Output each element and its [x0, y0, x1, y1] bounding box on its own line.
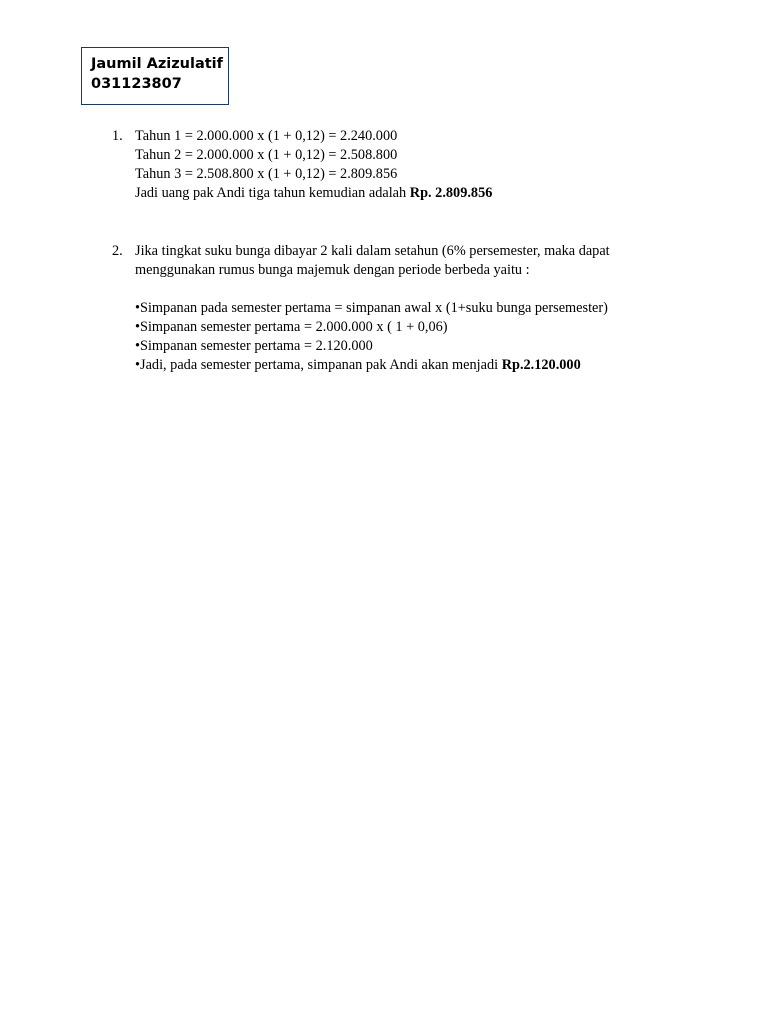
bullet-line-1: •Simpanan pada semester pertama = simpanan awal x (1+suku bunga persemester) — [135, 300, 608, 316]
bullet-line-final — [135, 356, 672, 375]
answer-2 — [112, 242, 672, 375]
answer-1 — [112, 127, 672, 203]
final-text: •Jadi, pada semester pertama, simpanan pak Andi akan menjadi — [135, 357, 502, 373]
student-name: Jaumil Azizulatif — [91, 56, 223, 72]
student-info-box — [81, 47, 229, 105]
answer-2-bullets — [135, 299, 672, 375]
final-value: Rp.2.120.000 — [501, 357, 581, 373]
answer-1-line-2: Tahun 2 = 2.000.000 x (1 + 0,12) = 2.508.800 — [135, 147, 398, 163]
answers — [112, 127, 672, 375]
answer-1-conclusion — [135, 184, 672, 203]
answer-1-line-3: Tahun 3 = 2.508.800 x (1 + 0,12) = 2.809.856 — [135, 166, 398, 182]
answer-1-conclusion-text: Jadi uang pak Andi tiga tahun kemudian adalah — [135, 185, 410, 201]
answer-1-conclusion-value: Rp. 2.809.856 — [409, 185, 493, 201]
bullet-line-3: •Simpanan semester pertama = 2.120.000 — [135, 338, 373, 354]
answer-2-number: 2. — [112, 243, 123, 259]
student-id: 031123807 — [91, 76, 182, 92]
answer-2-intro-line-2: menggunakan rumus bunga majemuk dengan periode berbeda yaitu : — [135, 262, 530, 278]
answer-1-number: 1. — [112, 128, 123, 144]
answer-2-intro-line-1: Jika tingkat suku bunga dibayar 2 kali dalam setahun (6% persemester, maka dapat — [135, 243, 610, 259]
answer-1-line-1: Tahun 1 = 2.000.000 x (1 + 0,12) = 2.240.000 — [135, 128, 398, 144]
bullet-line-2: •Simpanan semester pertama = 2.000.000 x ( 1 + 0,06) — [135, 319, 448, 335]
